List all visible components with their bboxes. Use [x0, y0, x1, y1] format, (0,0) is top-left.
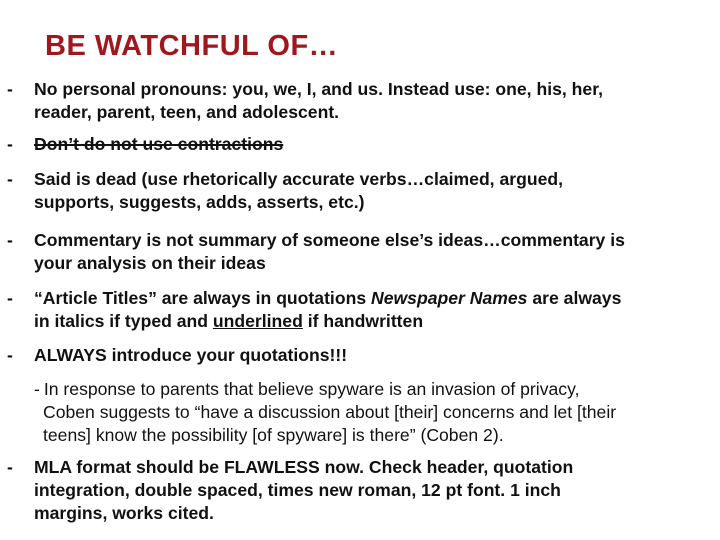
bullet-item: [0, 78, 712, 124]
bullet-marker: -: [7, 134, 13, 154]
bullet-text: [34, 287, 712, 310]
bullet-marker: -: [7, 79, 13, 99]
bullet-item: [0, 229, 712, 275]
bullet-text-part: in italics if typed and: [34, 311, 213, 331]
bullet-marker: -: [7, 345, 13, 365]
bullet-item: [0, 168, 712, 214]
bullet-text: ALWAYS introduce your quotations!!!: [34, 345, 348, 365]
bullet-text-part: are always: [527, 288, 622, 308]
bullet-text: integration, double spaced, times new roman, 12 pt font. 1 inch: [34, 480, 561, 500]
bullet-item: [0, 287, 712, 333]
bullet-text: [34, 310, 712, 333]
bullet-marker: -: [7, 457, 13, 477]
bullet-text: your analysis on their ideas: [34, 253, 266, 273]
bullet-text: reader, parent, teen, and adolescent.: [34, 102, 340, 122]
slide-title: BE WATCHFUL OF…: [45, 30, 339, 62]
bullet-marker: -: [7, 230, 13, 250]
bullet-text-part: “Article Titles” are always in quotations: [34, 288, 371, 308]
bullet-item: [0, 456, 712, 525]
bullet-text: margins, works cited.: [34, 503, 214, 523]
sub-bullet-item: [34, 378, 714, 447]
bullet-text: Don’t do not use contractions: [34, 134, 284, 154]
italic-text: Newspaper Names: [371, 288, 528, 308]
bullet-marker: -: [7, 288, 13, 308]
bullet-text: Said is dead (use rhetorically accurate verbs…claimed, argued,: [34, 169, 564, 189]
sub-bullet-text: In response to parents that believe spyware is an invasion of privacy,: [43, 379, 580, 399]
sub-bullet-text: teens] know the possibility [of spyware] is there” (Coben 2).: [43, 425, 504, 445]
bullet-item-struck: [0, 133, 712, 156]
sub-bullet-marker: -: [34, 379, 40, 399]
bullet-text: MLA format should be FLAWLESS now. Check header, quotation: [34, 457, 574, 477]
underlined-text: underlined: [212, 311, 303, 331]
sub-bullet-text: Coben suggests to “have a discussion about [their] concerns and let [their: [43, 402, 617, 422]
bullet-text-part: if handwritten: [302, 311, 424, 331]
bullet-item: [0, 344, 712, 367]
bullet-marker: -: [7, 169, 13, 189]
bullet-text: No personal pronouns: you, we, I, and us. Instead use: one, his, her,: [34, 79, 603, 99]
bullet-text: Commentary is not summary of someone else’s ideas…commentary is: [34, 230, 625, 250]
bullet-text: supports, suggests, adds, asserts, etc.): [34, 192, 365, 212]
